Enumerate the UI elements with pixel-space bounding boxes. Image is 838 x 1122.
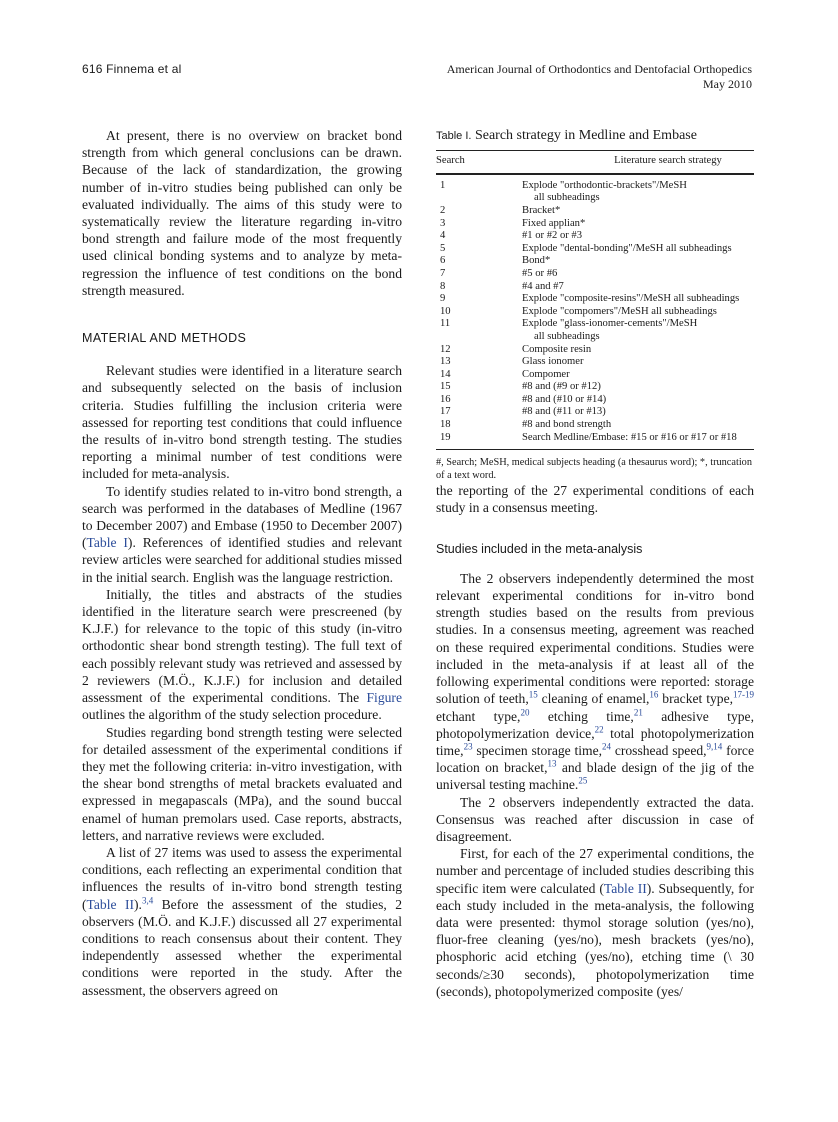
- included-studies-paragraph: The 2 observers independently determined the most relevant experimental conditions for in-vitro bond strength studies based on the results from previous studies. In a consensus meeting, agreement was reached on these required experimental conditions. Studies were included in the meta-analysis if at least all of the following experimental conditions were reported: storage solution of teeth,$^{15}$ cleaning of enamel,$^{16}$ bracket type,$^{17-19}$ etchant type,$^{20}$ etching time,$^{21}$ adhesive type, photopolymerization device,$^{22}$ total photopolymerization time,$^{23}$ specimen storage time,$^{24}$ crosshead speed,$^{9,14}$ force location on bracket,$^{13}$ and blade design of the jig of the universal testing machine.$^{25}$: [436, 570, 754, 793]
- search-strategy: Compomer: [522, 368, 570, 380]
- search-strategy: Bracket*: [522, 204, 561, 216]
- table-row: [436, 268, 754, 281]
- table-body: [436, 174, 754, 450]
- journal-name: American Journal of Orthodontics and Dentofacial Orthopedics: [446, 62, 752, 76]
- table-row: [436, 230, 754, 243]
- ref-21[interactable]: 21: [633, 706, 643, 717]
- search-number: 5: [440, 242, 446, 254]
- search-strategy: #5 or #6: [522, 267, 558, 279]
- table-row: [436, 369, 754, 382]
- analysis-paragraph: First, for each of the 27 experimental conditions, the number and percentage of included studies describing this specific item were calculated (Table II). Subsequently, for each study included in the meta-analysis, the following data were presented: thymol storage solution (yes/no), fluor-free cleaning (yes/no), mesh brackets (yes/no), phosphoric acid etching (yes/no), etching time (\ 30 seconds/≥30 seconds), photopolymerization time (seconds), photopolymerized composite (yes/: [436, 846, 755, 999]
- table-row: [436, 174, 754, 205]
- search-number: 6: [440, 255, 446, 267]
- search-strategy: #8 and bond strength: [522, 419, 612, 431]
- search-strategy: #8 and (#9 or #12): [522, 381, 601, 393]
- continued-paragraph: the reporting of the 27 experimental conditions of each study in a consensus meeting.: [436, 483, 754, 516]
- search-strategy: Explode "orthodontic-brackets"/MeSH all subheadings: [522, 179, 687, 204]
- ref-22[interactable]: 22: [594, 724, 604, 735]
- search-number: 1: [440, 179, 446, 191]
- table-row: [436, 205, 754, 218]
- ref-16[interactable]: 16: [649, 689, 659, 700]
- search-strategy: Search Medline/Embase: #15 or #16 or #17 or #18: [522, 432, 754, 450]
- search-strategy: Fixed applian*: [522, 217, 586, 229]
- table-row: [436, 419, 754, 432]
- table-row: [436, 243, 754, 256]
- search-strategy: #8 and (#11 or #13): [522, 406, 606, 418]
- table-row: [436, 432, 754, 450]
- table-row: [436, 218, 754, 231]
- search-strategy: Bond*: [522, 255, 551, 267]
- column-header-strategy: Literature search strategy: [522, 151, 754, 174]
- search-number: 7: [440, 267, 446, 279]
- search-number: 17: [440, 406, 451, 418]
- table-row: [436, 318, 754, 343]
- ref-23[interactable]: 23: [463, 741, 473, 752]
- table-row: [436, 293, 754, 306]
- search-number: 10: [440, 305, 451, 317]
- table-footnote: #, Search; MeSH, medical subjects heading (a thesaurus word); *, truncation of a text word.: [436, 457, 752, 482]
- issue-date: May 2010: [703, 77, 752, 91]
- methods-paragraph-3: Initially, the titles and abstracts of the studies identified in the literature search were prescreened (by K.J.F.) for relevance to the topic of this study (in-vitro orthodontic shear bond strength testing). The full text of each possibly relevant study was retrieved and assessed by 2 reviewers (M.Ö., K.J.F.) for inclusion and detailed assessment of the experimental conditions. The Figure outlines the algorithm of the study selection procedure.: [82, 586, 402, 723]
- table-title: Search strategy in Medline and Embase: [474, 128, 697, 143]
- table-caption: [436, 127, 754, 145]
- table-ii-link[interactable]: Table II: [86, 896, 134, 912]
- ref-13[interactable]: 13: [547, 758, 557, 769]
- ref-15[interactable]: 15: [528, 689, 538, 700]
- search-number: 9: [440, 293, 446, 305]
- ref-24[interactable]: 24: [602, 741, 612, 752]
- table-ii-link-2[interactable]: Table II: [603, 880, 647, 896]
- extraction-paragraph: The 2 observers independently extracted the data. Consensus was reached after discussion in case of disagreement.: [436, 794, 754, 844]
- search-strategy: Explode "compomers"/MeSH all subheadings: [522, 305, 717, 317]
- running-header-right: [412, 62, 752, 92]
- search-strategy: #4 and #7: [522, 280, 564, 292]
- search-number: 12: [440, 343, 451, 355]
- search-number: 8: [440, 280, 446, 292]
- ref-9-14[interactable]: 9,14: [706, 741, 723, 752]
- table-row: [436, 356, 754, 369]
- table-label: Table I.: [436, 130, 472, 142]
- intro-paragraph: At present, there is no overview on bracket bond strength from which general conclusions can be drawn. Because of the lack of standardization, the growing number of in-vitro studies being published can only be evaluated individually. The aims of this study were to systematically review the literature regarding in-vitro bond strength and failure mode of the most frequently used clinical bonding systems and to analyze by meta-regression the influence of test conditions on the bond strength measured.: [82, 128, 402, 298]
- methods-paragraph-4: Studies regarding bond strength testing were selected for detailed assessment of the experimental conditions if they met the following criteria: in-vitro investigation, with the shear bond strengths of metal brackets evaluated and expressed in megapascals (MPa), and the sound buccal enamel of human premolars used. Case reports, abstracts, letters, and narrative reviews were excluded.: [82, 724, 402, 843]
- left-column: [82, 127, 402, 999]
- reference-superscript[interactable]: 3,4: [141, 895, 154, 905]
- search-number: 15: [440, 381, 451, 393]
- search-number: 19: [436, 432, 522, 450]
- table-row: [436, 255, 754, 268]
- ref-20[interactable]: 20: [520, 706, 530, 717]
- table-row: [436, 381, 754, 394]
- table-row: [436, 306, 754, 319]
- section-heading: MATERIAL AND METHODS: [82, 331, 247, 346]
- search-strategy: #8 and (#10 or #14): [522, 393, 607, 405]
- search-number: 14: [440, 368, 451, 380]
- running-header-left: 616 Finnema et al: [82, 62, 182, 76]
- search-strategy: Explode "glass-ionomer-cements"/MeSH all subheadings: [522, 318, 698, 342]
- ref-25[interactable]: 25: [578, 775, 588, 786]
- search-number: 2: [440, 204, 446, 216]
- table-row: [436, 394, 754, 407]
- search-strategy: #1 or #2 or #3: [522, 230, 583, 242]
- methods-paragraph-2: To identify studies related to in-vitro bond strength, a search was performed in the databases of Medline (1967 to December 2007) and Embase (1950 to December 2007) (Table I). References of identified studies and relevant review articles were searched for additional studies missed in the initial search. English was the language restriction.: [82, 483, 402, 585]
- subsection-heading: Studies included in the meta-analysis: [436, 541, 643, 556]
- search-number: 13: [440, 356, 451, 368]
- column-header-search: Search: [436, 151, 522, 174]
- search-strategy: Composite resin: [522, 343, 592, 355]
- methods-paragraph-1: Relevant studies were identified in a literature search and subsequently selected on the basis of inclusion criteria. Studies fulfilling the inclusion criteria were assessed for reporting test conditions that could influence the results of in-vitro bond strength testing. The studies reporting a minimal number of test conditions were included for meta-analysis.: [82, 363, 402, 482]
- table-row: [436, 344, 754, 357]
- table-i-link[interactable]: Table I: [86, 535, 128, 551]
- methods-paragraph-5: A list of 27 items was used to assess the experimental conditions, each reflecting an experimental condition that influences the results of in-vitro bond strength testing (Table II).$^{3,4}$ Before the assessment of the studies, 2 observers (M.Ö. and K.J.F.) discussed all 27 experimental conditions to reach consensus about their content. They independently assessed whether the experimental conditions were reported in the study. After the assessment, the observers agreed on: [82, 844, 402, 998]
- search-strategy-table: [436, 150, 754, 450]
- table-row: [436, 406, 754, 419]
- figure-link[interactable]: Figure: [366, 690, 402, 706]
- ref-17-19[interactable]: 17-19: [733, 689, 754, 700]
- search-strategy: Explode "dental-bonding"/MeSH all subheadings: [522, 242, 732, 254]
- search-number: 11: [440, 318, 451, 330]
- search-number: 18: [440, 419, 451, 431]
- search-number: 16: [440, 393, 451, 405]
- search-strategy: Explode "composite-resins"/MeSH all subheadings: [522, 293, 740, 305]
- search-strategy: Glass ionomer: [522, 356, 584, 368]
- search-number: 3: [440, 217, 446, 229]
- table-row: [436, 281, 754, 294]
- right-column: [436, 127, 754, 1000]
- search-number: 4: [440, 230, 446, 242]
